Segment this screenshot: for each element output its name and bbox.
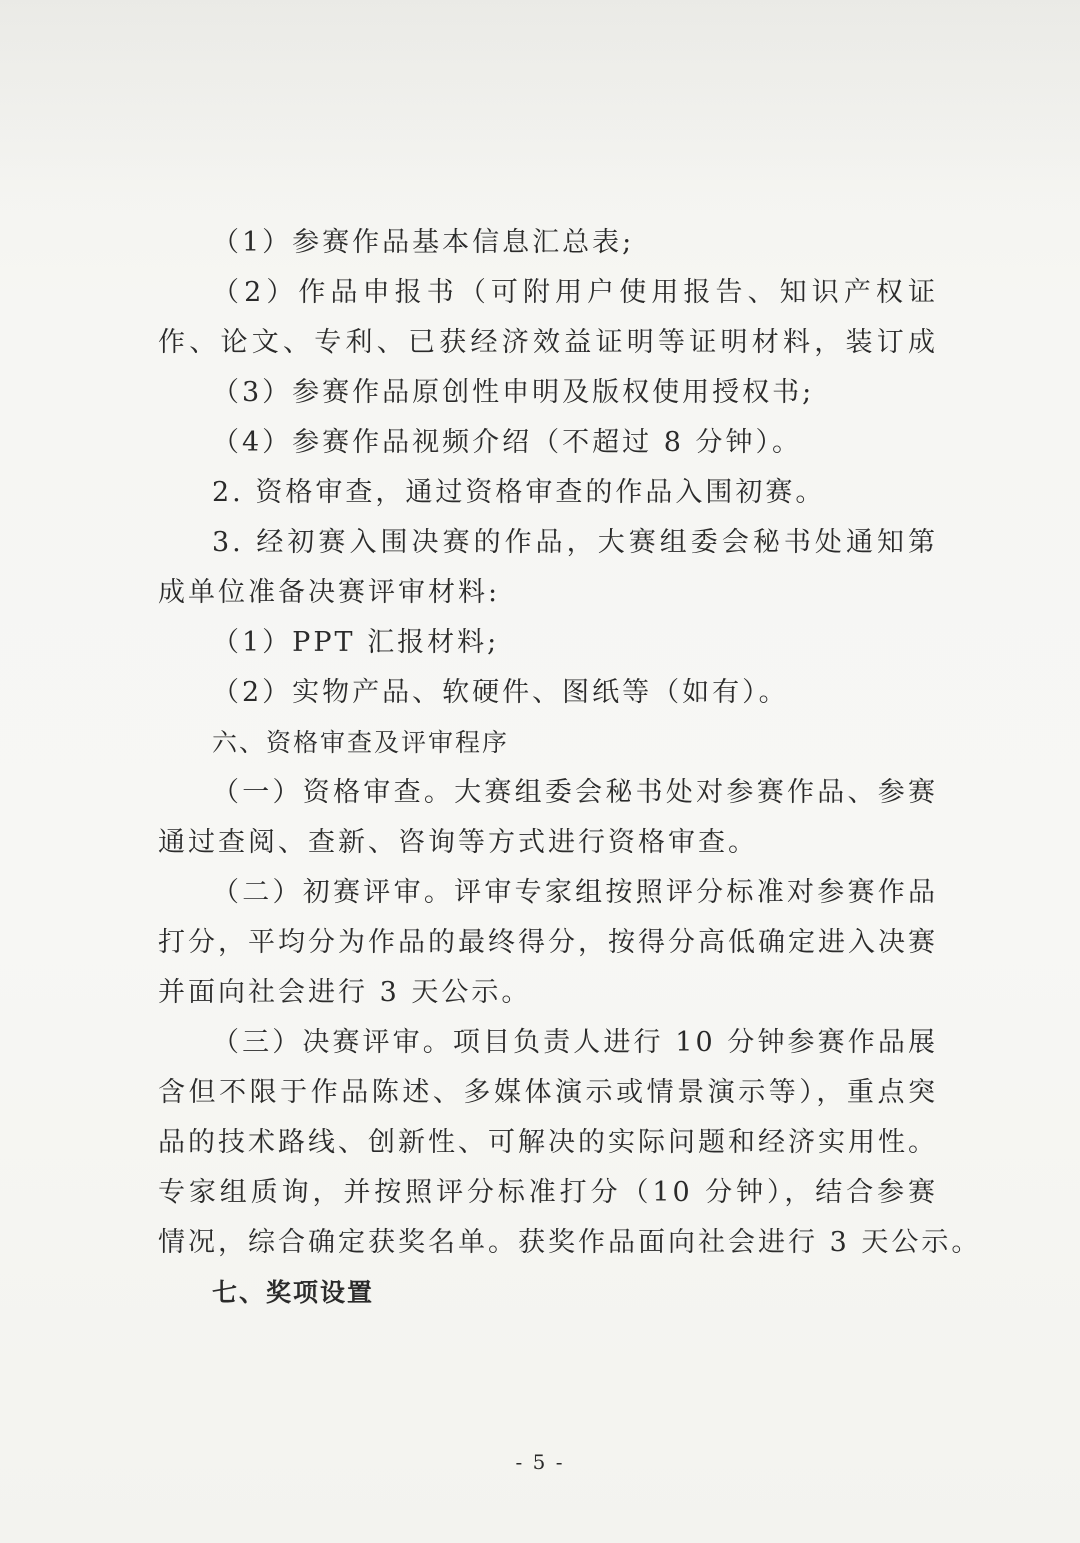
paragraph-qualification: 2. 资格审查，通过资格审查的作品入围初赛。 (212, 477, 826, 508)
section-heading-review-procedure: 六、资格审查及评审程序 (212, 728, 510, 757)
list-item-ppt: （1）PPT 汇报材料; (212, 627, 500, 658)
paragraph-review-3-line-3: 品的技术路线、创新性、可解决的实际问题和经济实用性。 (158, 1127, 938, 1158)
paragraph-final-materials-line-2: 成单位准备决赛评审材料: (158, 577, 501, 608)
paragraph-review-3-line-4: 专家组质询，并按照评分标准打分（10 分钟），结合参赛 (158, 1177, 938, 1208)
scan-shadow (0, 0, 1080, 200)
paragraph-review-2-line-2: 打分，平均分为作品的最终得分，按得分高低确定进入决赛 (158, 927, 938, 958)
section-heading-awards: 七、奖项设置 (212, 1278, 375, 1307)
list-item-video: （4）参赛作品视频介绍（不超过 8 分钟）。 (212, 427, 803, 458)
document-body (158, 218, 982, 1318)
page-number: - 5 - (515, 1450, 565, 1474)
paragraph-review-3-line-1: （三）决赛评审。项目负责人进行 10 分钟参赛作品展 (212, 1027, 938, 1058)
paragraph-review-3-line-5: 情况，综合确定获奖名单。获奖作品面向社会进行 3 天公示。 (158, 1227, 982, 1258)
list-item-physical-products: （2）实物产品、软硬件、图纸等（如有）。 (212, 677, 789, 708)
list-item-basic-info: （1）参赛作品基本信息汇总表; (212, 227, 635, 258)
list-item-application-line-2: 作、论文、专利、已获经济效益证明等证明材料，装订成 (158, 327, 938, 358)
paragraph-review-2-line-1: （二）初赛评审。评审专家组按照评分标准对参赛作品 (212, 877, 938, 908)
paragraph-review-2-line-3: 并面向社会进行 3 天公示。 (158, 977, 532, 1008)
list-item-application-line-1: （2）作品申报书（可附用户使用报告、知识产权证 (212, 277, 938, 308)
list-item-originality: （3）参赛作品原创性申明及版权使用授权书; (212, 377, 815, 408)
paragraph-review-1-line-2: 通过查阅、查新、咨询等方式进行资格审查。 (158, 827, 758, 858)
paragraph-review-3-line-2: 含但不限于作品陈述、多媒体演示或情景演示等），重点突 (158, 1077, 938, 1108)
paragraph-review-1-line-1: （一）资格审查。大赛组委会秘书处对参赛作品、参赛 (212, 777, 938, 808)
paragraph-final-materials-line-1: 3. 经初赛入围决赛的作品，大赛组委会秘书处通知第 (212, 527, 938, 558)
